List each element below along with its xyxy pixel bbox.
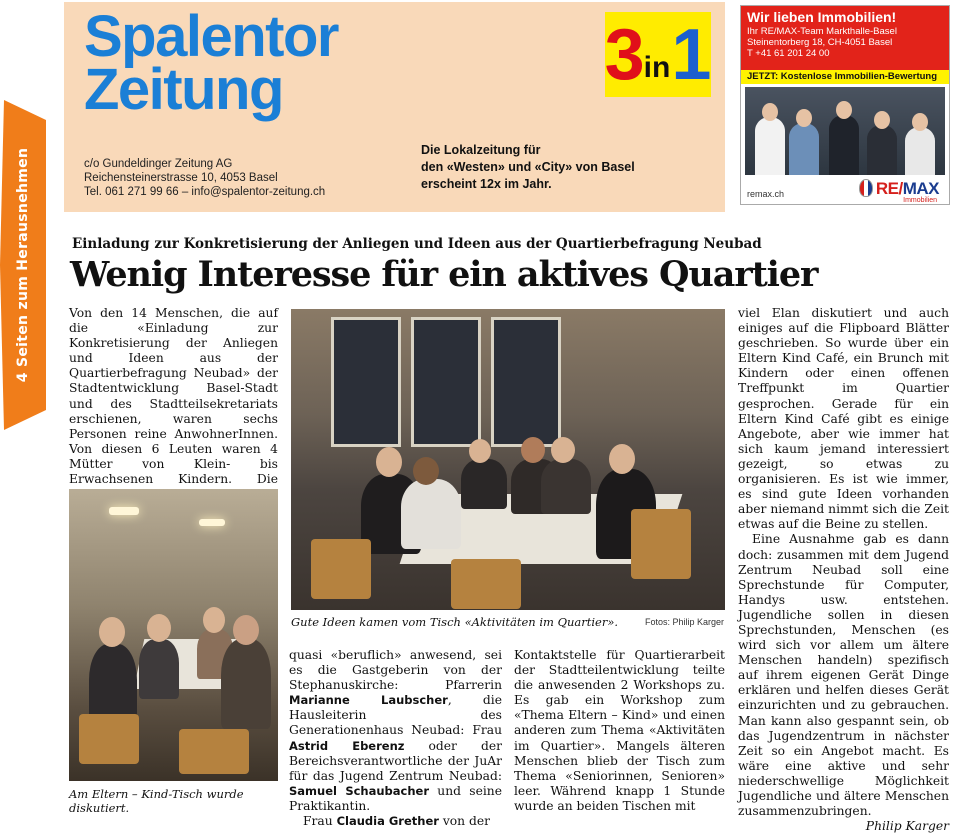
badge-one: 1	[671, 14, 712, 95]
paragraph	[289, 814, 502, 829]
ad-website[interactable]: remax.ch	[747, 189, 785, 199]
paragraph: Von den 14 Menschen, die auf die «Einladung zur Konkretisierung der Anliegen und Ideen aus der Quartierbefragung Neubad» der Stadtentwicklung Basel-Stadt und des Stadtteilsekretariats erschienen, waren sechs Personen reine AnwohnerInnen. Von diesen 6 Leuten waren 4 Mütter von Klein- bis Erwachsenen Kindern. Die	[69, 306, 278, 487]
text-run: Frau	[303, 814, 337, 829]
tagline-line: Die Lokalzeitung für	[421, 143, 541, 157]
logo-line-2: Zeitung	[84, 57, 283, 123]
ad-title: Wir lieben Immobilien!	[747, 9, 897, 25]
person-name: Marianne Laubscher	[289, 693, 448, 708]
person-head	[147, 614, 171, 642]
three-in-one-badge	[605, 12, 711, 97]
person-head	[521, 437, 545, 463]
ad-line: Ihr RE/MAX-Team Markthalle-Basel	[747, 26, 897, 37]
brand-part: RE/	[875, 179, 903, 198]
article-headline: Wenig Interesse für ein aktives Quartier	[70, 254, 818, 295]
person-figure	[461, 459, 507, 509]
photo-aktivitaeten-tisch[interactable]	[291, 309, 725, 610]
publisher-address	[84, 157, 325, 199]
paragraph: Eine Ausnahme gab es dann doch: zusammen mit dem Jugend Zentrum Neubad soll eine Sprechstunde für Computer, Handys usw. entstehen. Jugendliche sollen in diesen Sprechstunden, Menschen (es wird sich vor allem um ältere Menschen handeln) spezifisch auf ihrem eigenen Gerät Dinge erklären und helfen dieses Gerät einzurichten und zu gebrauchen. Man kann also gespannt sein, ob das Jugendzentrum in nächster Zeit so ein Angebot macht. Es wäre eine aktive und sehr niederschwellige Möglichkeit Jugendliche und ältere Menschen zusammenzubringen.	[738, 532, 949, 819]
ad-team-photo	[745, 87, 945, 175]
person-head	[609, 444, 635, 474]
window	[491, 317, 561, 447]
ad-footer	[741, 175, 949, 205]
article-column-2	[289, 648, 502, 829]
person-head	[376, 447, 402, 477]
person-head	[413, 457, 439, 485]
chair	[179, 729, 249, 774]
author-signature: Philip Karger	[865, 819, 949, 834]
brand-part: MAX	[902, 179, 939, 198]
person-figure	[401, 479, 461, 549]
person-figure	[829, 115, 859, 175]
person-head	[99, 617, 125, 647]
tagline	[421, 142, 635, 193]
person-name: Claudia Grether	[336, 814, 439, 829]
person-head	[233, 615, 259, 645]
newspaper-logo[interactable]	[84, 4, 338, 123]
text-run: und seine Praktikantin.	[289, 783, 502, 813]
ad-phone: T +41 61 201 24 00	[747, 48, 830, 59]
ad-header	[741, 6, 949, 70]
side-banner-text: 4 Seiten zum Herausnehmen	[15, 147, 32, 383]
person-name: Samuel Schaubacher	[289, 783, 430, 798]
person-figure	[221, 639, 271, 729]
text-run: quasi «beruflich» anwesend, sei es die Gastgeberin von der Stephanuskirche: Pfarrerin	[289, 648, 502, 693]
address-line: Reichensteinerstrasse 10, 4053 Basel	[84, 172, 278, 184]
article-column-3	[514, 648, 725, 814]
chair	[311, 539, 371, 599]
text-run: oder der Bereichsverantwortliche der JuAr für das Jugend Zentrum Neubad:	[289, 738, 502, 783]
window	[331, 317, 401, 447]
person-head	[203, 607, 225, 633]
article-column-1	[69, 306, 278, 502]
person-head	[469, 439, 491, 463]
ad-line: Steinentorberg 18, CH-4051 Basel	[747, 37, 893, 48]
article-column-4	[738, 306, 949, 834]
photo-eltern-kind-tisch[interactable]	[69, 489, 278, 781]
contact-line[interactable]: Tel. 061 271 99 66 – info@spalentor-zeitung.ch	[84, 186, 326, 198]
paragraph: viel Elan diskutiert und auch einiges auf die Flipboard Blätter geschrieben. So wurde über ein Eltern Kind Café, ein Brunch mit Kindern oder einen offenen Treffpunkt im Quartier gesprochen. Gerade für ein Eltern Kind Café gibt es einige Angebote, aber wie immer hat sich kaum jemand interessiert gezeigt, so etwas zu organisieren. Es ist wie immer, es sind gute Ideen vorhanden aber niemand nimmt sich die Zeit etwas auf die Beine zu stellen.	[738, 306, 949, 532]
balloon-icon	[859, 179, 873, 197]
address-line: c/o Gundeldinger Zeitung AG	[84, 158, 233, 170]
badge-number: 3	[604, 14, 642, 95]
chair	[451, 559, 521, 609]
remax-logo	[876, 179, 939, 199]
badge-in: in	[643, 50, 671, 84]
logo-line-1: Spalentor	[84, 4, 338, 69]
person-figure	[905, 127, 935, 175]
person-figure	[755, 117, 785, 175]
paragraph	[289, 648, 502, 814]
small-photo-caption: Am Eltern – Kind-Tisch wurde diskutiert.	[69, 787, 244, 815]
person-figure	[139, 639, 179, 699]
main-photo-caption: Gute Ideen kamen vom Tisch «Aktivitäten im Quartier».	[291, 615, 619, 629]
person-figure	[789, 123, 819, 175]
side-banner	[0, 0, 62, 837]
chair	[79, 714, 139, 764]
tagline-line: den «Westen» und «City» von Basel	[421, 160, 635, 174]
person-head	[551, 437, 575, 463]
ceiling-lamp	[199, 519, 225, 526]
chair	[631, 509, 691, 579]
photo-credit: Fotos: Philip Karger	[645, 617, 725, 627]
person-name: Astrid Eberenz	[289, 738, 405, 753]
text-run: von der	[438, 814, 491, 829]
ad-offer: JETZT: Kostenlose Immobilien-Bewertung	[741, 70, 949, 84]
paragraph: Kontaktstelle für Quartierarbeit der Stadtteilentwicklung teilte die anwesenden 2 Workshops zu. Es gab ein Workshop zum «Thema Eltern – Kind» und einen anderen zum Thema «Aktivitäten im Quartier». Mangels älteren Menschen blieb der Tisch zum Thema «Seniorinnen, Senioren» leer. Während knapp 1 Stunde wurde an beiden Tischen mit	[514, 648, 725, 813]
ceiling-lamp	[109, 507, 139, 515]
text-run: , die Hausleiterin des Generationenhaus Neubad: Frau	[289, 693, 502, 738]
person-figure	[867, 125, 897, 175]
masthead	[64, 2, 725, 212]
brand-sub: Immobilien	[903, 197, 937, 204]
remax-advertisement[interactable]	[740, 5, 950, 205]
person-figure	[541, 459, 591, 514]
window	[411, 317, 481, 447]
tagline-line: erscheint 12x im Jahr.	[421, 177, 552, 191]
article-kicker: Einladung zur Konkretisierung der Anliegen und Ideen aus der Quartierbefragung Neubad	[72, 236, 762, 252]
